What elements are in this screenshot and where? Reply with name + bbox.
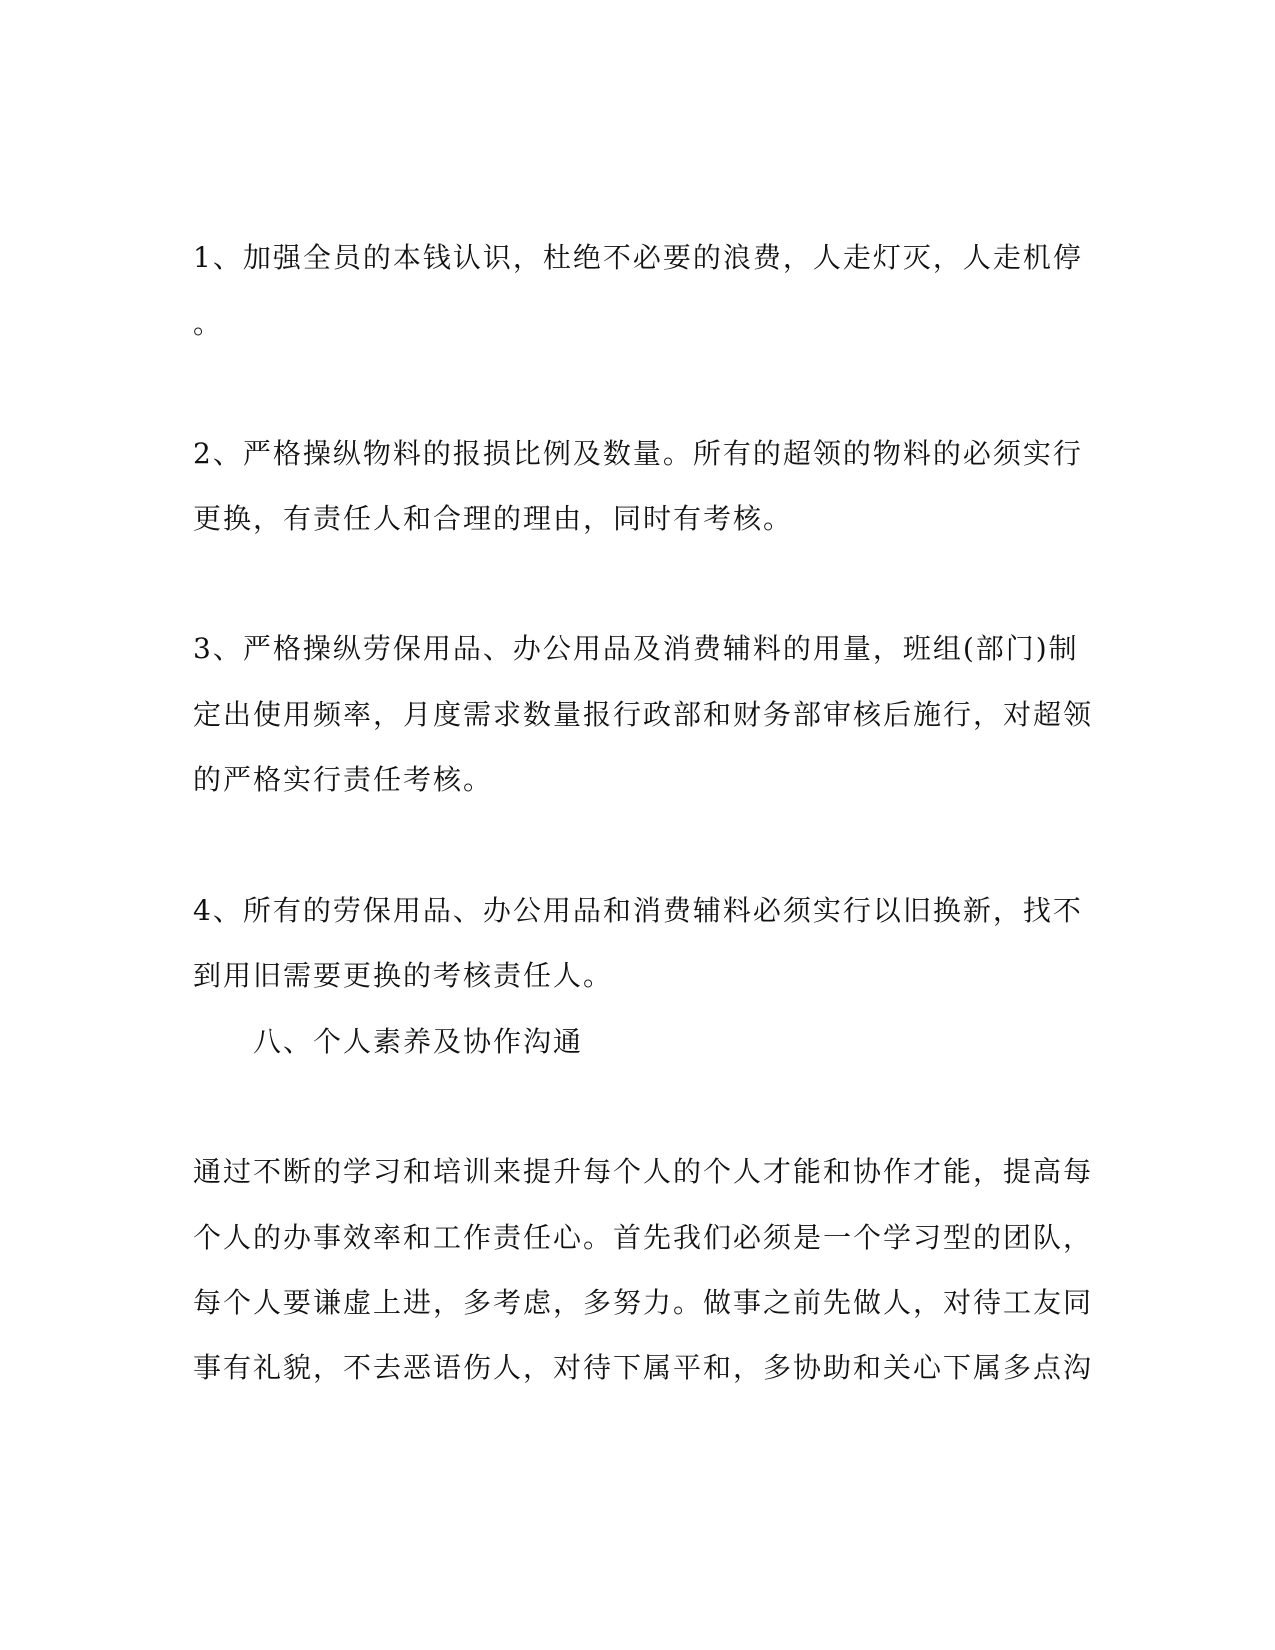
paragraph-line-1: 通过不断的学习和培训来提升每个人的个人才能和协作才能，提高每 [193,1155,1094,1188]
paragraph-line-3: 每个人要谦虚上进，多考虑，多努力。做事之前先做人，对待工友同 [193,1286,1094,1319]
paragraph-line-4: 事有礼貌，不去恶语伤人，对待下属平和，多协助和关心下属多点沟 [193,1351,1094,1384]
item-3-line-2: 定出使用频率，月度需求数量报行政部和财务部审核后施行，对超领 [193,698,1094,731]
item-4-line-2: 到用旧需要更换的考核责任人。 [193,959,614,992]
item-3-line-3: 的严格实行责任考核。 [193,763,494,796]
item-2-line-2: 更换，有责任人和合理的理由，同时有考核。 [193,502,794,535]
item-4-line-1: 4、所有的劳保用品、办公用品和消费辅料必须实行以旧换新，找不 [193,894,1083,927]
item-1-line-2: 。 [193,307,224,340]
item-1-line-1: 1、加强全员的本钱认识，杜绝不必要的浪费，人走灯灭，人走机停 [193,241,1083,274]
paragraph-line-2: 个人的办事效率和工作责任心。首先我们必须是一个学习型的团队， [193,1221,1094,1254]
item-2-line-1: 2、严格操纵物料的报损比例及数量。所有的超领的物料的必须实行 [193,437,1083,470]
item-3-line-1: 3、严格操纵劳保用品、办公用品及消费辅料的用量，班组(部门)制 [193,632,1079,665]
section-heading: 八、个人素养及协作沟通 [253,1025,584,1058]
